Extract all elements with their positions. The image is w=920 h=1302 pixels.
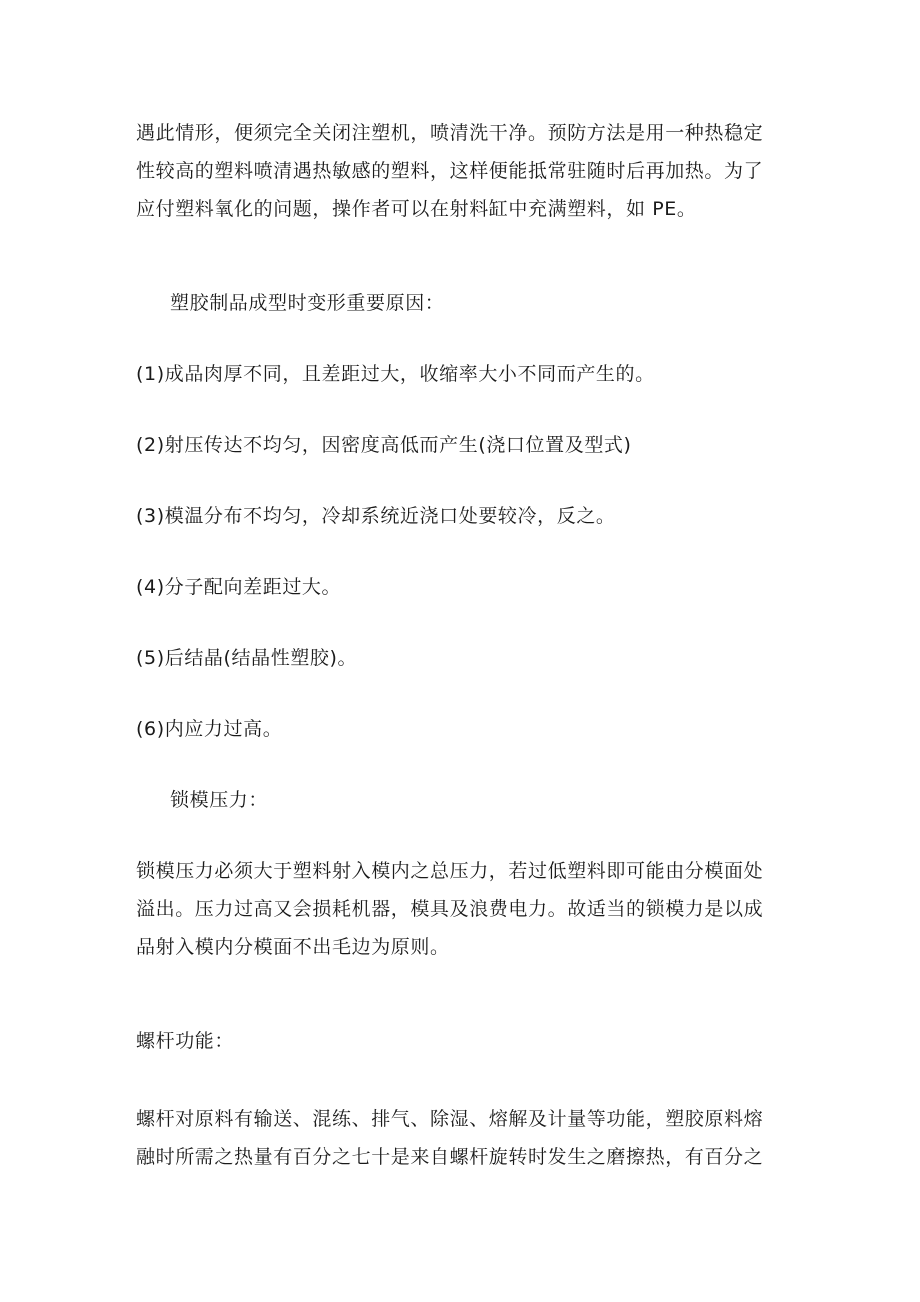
text-line: (2)射压传达不均匀，因密度高低而产生(浇口位置及型式) [136,434,632,456]
text-line: 锁模压力： [170,789,269,811]
paragraph-screw-function [136,1100,796,1176]
text-line: 性较高的塑料喷清遇热敏感的塑料，这样便能抵常驻随时后再加热。为了 [136,160,764,182]
text-line: 应付塑料氧化的问题，操作者可以在射料缸中充满塑料，如 PE。 [136,198,697,220]
text-line: (6)内应力过高。 [136,718,283,740]
text-line: (5)后结晶(结晶性塑胶)。 [136,647,358,669]
text-line: 融时所需之热量有百分之七十是来自螺杆旋转时发生之磨擦热，有百分之 [136,1146,764,1168]
text-line: 品射入模内分模面不出毛边为原则。 [136,936,450,958]
list-item-3 [136,497,796,535]
list-item-2 [136,426,796,464]
text-line: (3)模温分布不均匀，冷却系统近浇口处要较冷，反之。 [136,505,616,527]
text-line: 遇此情形，便须完全关闭注塑机，喷清洗干净。预防方法是用一种热稳定 [136,122,764,144]
text-line: (4)分子配向差距过大。 [136,576,342,598]
paragraph-purge-prevention [136,114,796,228]
list-item-5 [136,639,796,677]
list-item-6 [136,710,796,748]
text-line: 锁模压力必须大于塑料射入模内之总压力，若过低塑料即可能由分模面处 [136,860,764,882]
paragraph-clamping-force [136,852,796,966]
heading-screw-function [136,1022,796,1060]
list-item-4 [136,568,796,606]
heading-clamping-force [170,781,830,819]
heading-deformation-causes [170,284,830,322]
text-line: (1)成品肉厚不同，且差距过大，收缩率大小不同而产生的。 [136,363,655,385]
text-line: 螺杆功能： [136,1030,235,1052]
text-line: 塑胶制品成型时变形重要原因： [170,292,445,314]
list-item-1 [136,355,796,393]
text-line: 溢出。压力过高又会损耗机器，模具及浪费电力。故适当的锁模力是以成 [136,898,764,920]
text-line: 螺杆对原料有输送、混练、排气、除湿、熔解及计量等功能，塑胶原料熔 [136,1108,764,1130]
